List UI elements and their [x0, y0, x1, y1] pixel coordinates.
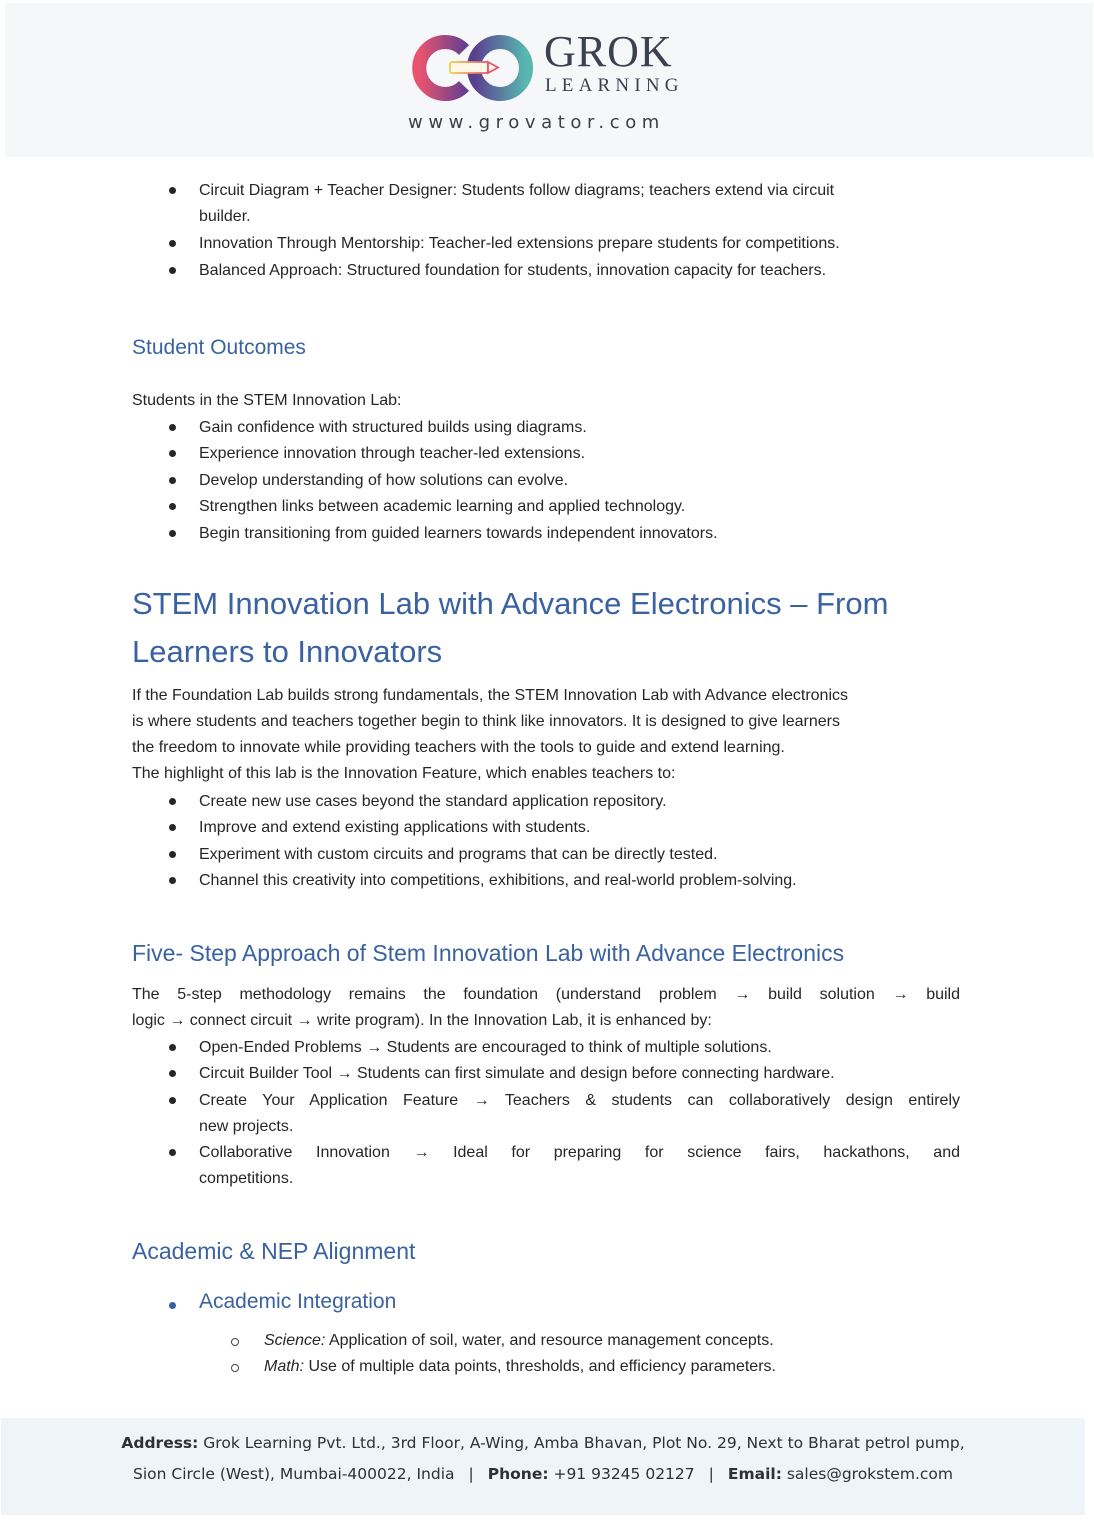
bullet-icon: [169, 477, 176, 484]
circle-bullet-icon: [231, 1338, 239, 1346]
brand-subname: LEARNING: [545, 75, 684, 96]
outcomes-lead: Students in the STEM Innovation Lab:: [132, 392, 402, 409]
email-link[interactable]: sales@grokstem.com: [781, 1465, 953, 1483]
divider: |: [708, 1465, 714, 1483]
section-title-innovation-lab: STEM Innovation Lab with Advance Electronics – From: [132, 586, 889, 621]
section-heading-five-step: Five- Step Approach of Stem Innovation Lab with Advance Electronics: [132, 940, 845, 966]
phone-number[interactable]: +91 93245 02127: [548, 1465, 695, 1483]
subject-label: Science:: [264, 1332, 326, 1349]
bullet-icon: [169, 1044, 176, 1051]
subject-label: Math:: [264, 1358, 305, 1375]
bullet-icon: [169, 240, 176, 247]
bullet-icon: [169, 267, 176, 274]
subheading-academic-integration: Academic Integration: [199, 1290, 397, 1313]
bullet-icon: [169, 1097, 176, 1104]
bullet-icon: [169, 798, 176, 805]
section-heading-student-outcomes: Student Outcomes: [132, 336, 306, 359]
brand-logo: [404, 28, 704, 108]
bullet-icon: [169, 1302, 176, 1309]
footer-address-line: Address: Grok Learning Pvt. Ltd., 3rd Floor, A-Wing, Amba Bhavan, Plot No. 29, Next to Bharat petrol pump,: [121, 1434, 965, 1452]
brand-name: GROK: [544, 27, 673, 76]
footer-contact-line: Sion Circle (West), Mumbai-400022, India | Phone: +91 93245 02127 | Email: sales@grokstem.com: [133, 1465, 953, 1483]
bullet-icon: [169, 187, 176, 194]
infinity-pencil-logo-icon: [404, 32, 536, 104]
bullet-icon: [169, 851, 176, 858]
bullet-icon: [169, 450, 176, 457]
bullet-icon: [169, 1070, 176, 1077]
section-title-innovation-lab-cont: Learners to Innovators: [132, 634, 443, 669]
circle-bullet-icon: [231, 1364, 239, 1372]
bullet-icon: [169, 824, 176, 831]
divider: |: [468, 1465, 474, 1483]
bullet-icon: [169, 503, 176, 510]
website-url[interactable]: www.grovator.com: [408, 112, 665, 133]
section-heading-academic: Academic & NEP Alignment: [132, 1238, 416, 1264]
bullet-icon: [169, 877, 176, 884]
bullet-icon: [169, 530, 176, 537]
bullet-icon: [169, 424, 176, 431]
bullet-icon: [169, 1149, 176, 1156]
